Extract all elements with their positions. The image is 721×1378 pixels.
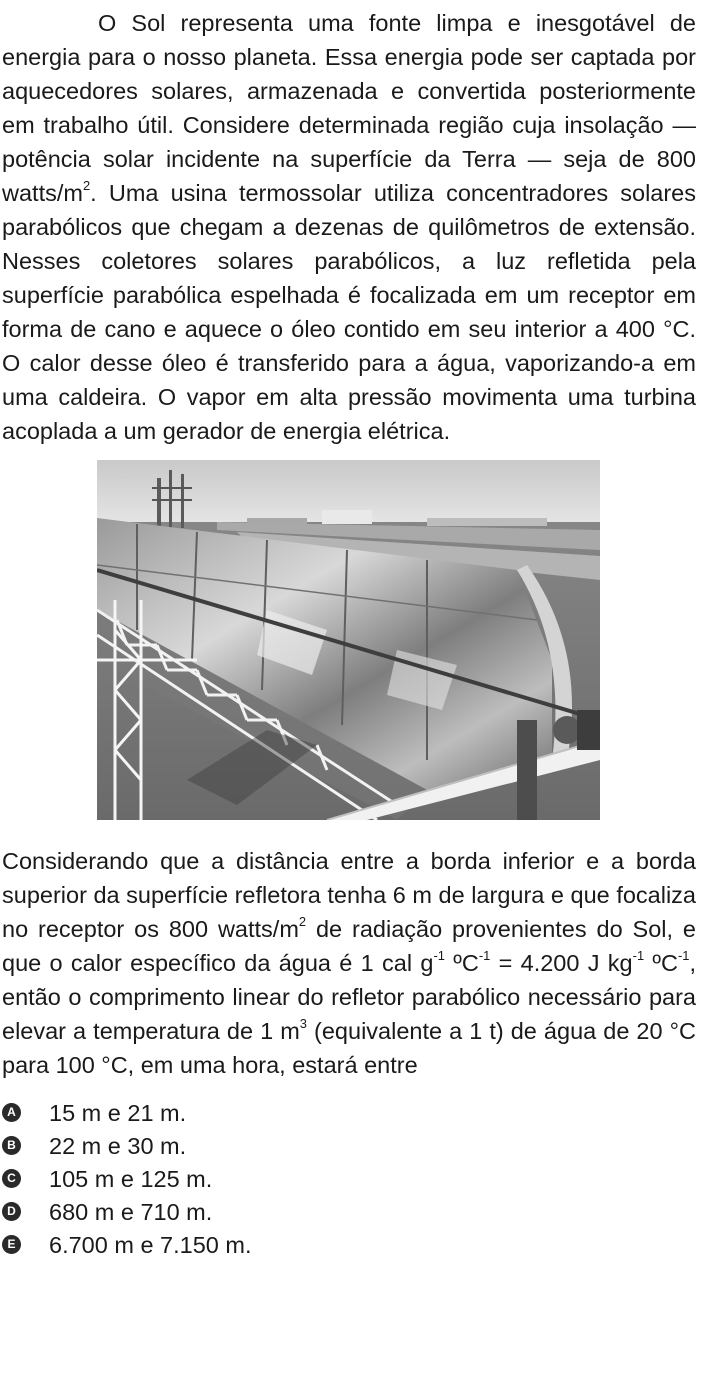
question-text-6: , então o comprimento linear do refletor parabólico necessário para elevar a temperatura de 1 m [2,950,697,1044]
question-text-1: Considerando que a distância entre a borda inferior e a borda superior da superfície refletora tenha 6 m de largura e que focaliza no receptor os 800 watts/m [2,848,696,942]
option-d-text: 680 m e 710 m. [49,1198,213,1225]
solar-collector-photo [97,460,600,820]
option-a[interactable] [2,1096,696,1129]
option-d[interactable] [2,1195,696,1228]
question-text-4: = 4.200 J kg [490,950,633,976]
option-a-letter-badge: A [2,1103,21,1122]
question-sup-1: 2 [298,914,307,930]
intro-text-2: . Uma usina termossolar utiliza concentradores solares parabólicos que chegam a dezenas de quilômetros de extensão. Nesses coletores solares parabólicos, a luz refletida pela superfície parabólica espelhada é focalizada em um receptor em forma de cano e aquece o óleo contido em seu interior a 400 °C. O calor desse óleo é transferido para a água, vaporizando-a em uma caldeira. O vapor em alta pressão movimenta uma turbina acoplada a um gerador de energia elétrica. [2,180,696,444]
option-d-letter-badge: D [2,1202,21,1221]
question-text-7: (equivalente a 1 t) de água de 20 °C para 100 °C, em uma hora, estará entre [2,1018,696,1078]
question-text-5: ºC [644,950,678,976]
option-b[interactable] [2,1129,696,1162]
intro-superscript: 2 [82,178,91,194]
question-text-2: de radiação provenientes do Sol, e que o calor específico da água é 1 cal g [2,916,696,976]
option-c-letter-badge: C [2,1169,21,1188]
question-paragraph [2,844,696,1082]
answer-options [2,1096,696,1261]
option-e[interactable] [2,1228,696,1261]
option-c[interactable] [2,1162,696,1195]
option-c-text: 105 m e 125 m. [49,1165,213,1192]
option-e-letter-badge: E [2,1235,21,1254]
question-sup-2: -1 [433,948,445,964]
question-text-3: ºC [444,950,479,976]
question-sup-3: -1 [478,948,491,964]
intro-paragraph [2,6,696,448]
question-sup-4: -1 [632,948,645,964]
intro-text-1: O Sol representa uma fonte limpa e inesgotável de energia para o nosso planeta. Essa energia pode ser captada por aquecedores solares, armazenada e convertida posteriormente em trabalho útil. Considere determinada região cuja insolação — potência solar incidente na superfície da Terra — seja de 800 watts/m [2,10,696,206]
question-sup-6: 3 [299,1016,307,1032]
option-a-text: 15 m e 21 m. [49,1099,187,1126]
option-b-text: 22 m e 30 m. [49,1132,187,1159]
option-e-text: 6.700 m e 7.150 m. [49,1231,252,1258]
question-sup-5: -1 [678,948,690,964]
question-document [2,0,696,1261]
option-b-letter-badge: B [2,1136,21,1155]
